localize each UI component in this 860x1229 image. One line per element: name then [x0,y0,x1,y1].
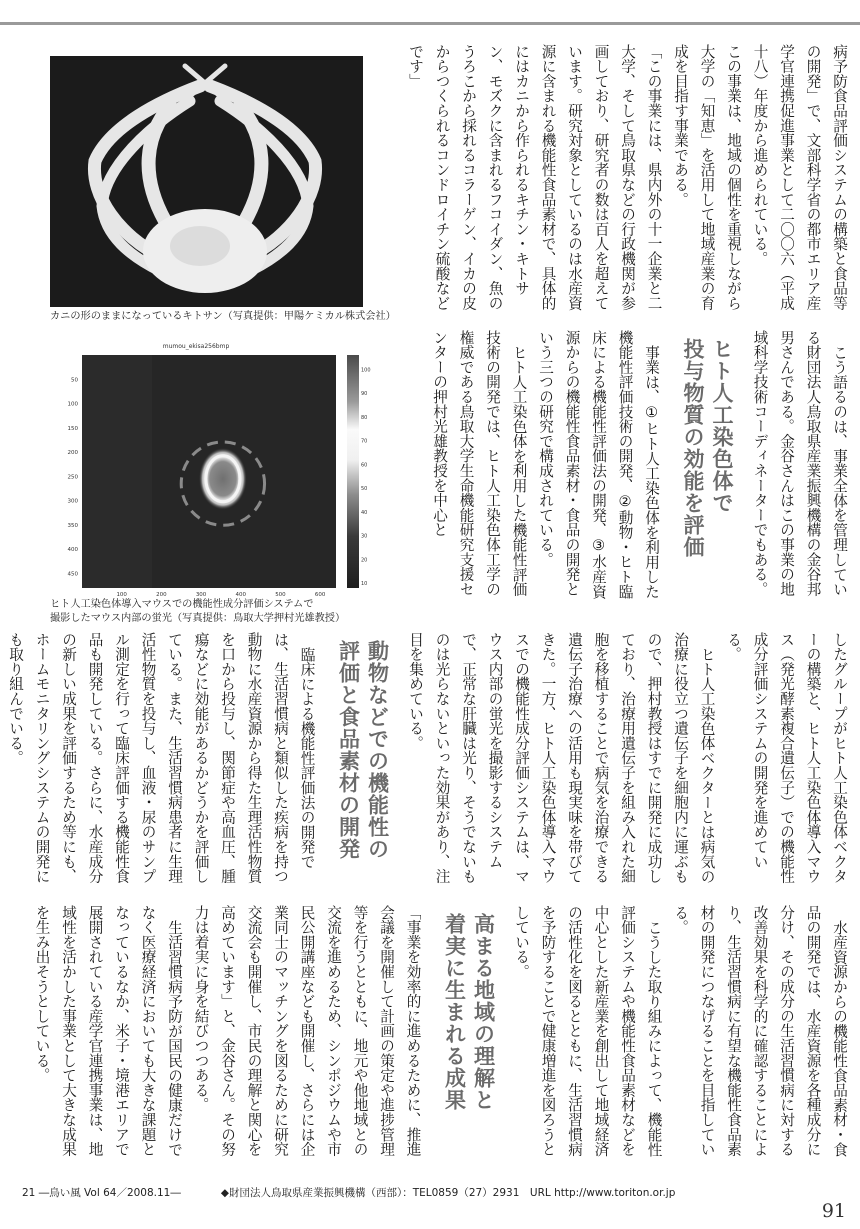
mouse-figure-caption [50,598,345,626]
y-tick-label: 200 [67,450,78,457]
paragraph: 「この事業には、県内外の十一企業と二大学、そして鳥取県などの行政機関が参画しており、研究者の数は百人を超えています。研究対象としているのは水産資源に含まれる機能性食品素材で、具体的にはカニから作られるキチン・キトサン、モズクに含まれるフコイダン、魚のうろこから採れるコラーゲン、イカの皮からつくられるコンドロイチン硫酸などです」 [407,44,663,311]
x-tick-label: 500 [275,592,286,598]
colorbar-tick-label: 80 [361,414,368,421]
article-band-2 [7,632,852,894]
paragraph: この事業は、地域の個性を重視しながら大学の「知恵」を活用して地域産業の育成を目指す事業である。 [672,44,742,311]
paragraph: ヒト人工染色体を利用した機能性評価技術の開発では、ヒト人工染色体工学の権威である鳥取大学生命機能研究支援センターの押村光雄教授を中心と [431,330,528,597]
crab-chitosan-photo [50,56,363,307]
section-heading-line: 高まる地域の理解と [471,913,496,1111]
colorbar-tick-label: 100 [361,367,371,374]
colorbar-tick-label: 90 [361,391,368,398]
x-tick-label: 400 [235,592,246,598]
heatmap-chart [44,336,371,598]
y-tick-label: 300 [67,498,78,505]
article-band-1b [382,330,852,605]
x-tick-label: 600 [314,592,326,598]
paragraph: ヒト人工染色体ベクターとは病気の治療に役立つ遺伝子を細胞内に運ぶもので、押村教授はすでに開発に成功しており、治療用遺伝子を組み入れた細胞を移植することで病気を治療できる遺伝子治療への活用も現実味を帯びてきた。一方、ヒト人工染色体導入マウスでの機能性成分評価システムは、マウス内部の蛍光を撮影するシステムで、正常な肝臓は光り、そうでないものは光らないといった効果があり、注目を集めている。 [407,632,716,884]
section-heading [440,905,498,1167]
paragraph: 病予防食品評価システムの構築と食品等の開発」で、文部科学省の都市エリア産学官連携促進事業として二〇〇六（平成十八）年度から進められている。 [751,44,848,311]
paragraph: こう語るのは、事業全体を管理している財団法人鳥取県産業振興機構の金谷邦男さんである。金谷さんはこの事業の地域科学技術コーディネーターでもある。 [751,330,848,597]
paragraph: 生活習慣病予防が国民の健康だけでなく医療経済においても大きな課題となっているなか、米子・境港エリアで展開されている産学官連携事業は、地域性を活かした事業として大きな成果を生み出そうとしている。 [33,905,183,1157]
colorbar [347,355,359,588]
footer-org-contact: ◆財団法人鳥取県産業振興機構（西部）：TEL0859（27）2931 URL http://www.toriton.or.jp [220,1187,676,1199]
colorbar-tick-label: 60 [361,462,368,469]
colorbar-tick-label: 20 [361,557,368,564]
mouse-body-shade [82,355,152,588]
y-tick-label: 100 [67,401,78,408]
y-tick-label: 450 [67,571,78,578]
colorbar-tick-label: 50 [361,486,368,493]
section-heading-line: 投与物質の効能を評価 [681,338,705,558]
section-heading [678,330,736,605]
x-tick-label: 200 [156,592,167,598]
y-tick-label: 250 [67,474,78,481]
colorbar-tick-label: 70 [361,438,368,445]
colorbar-tick-label: 40 [361,509,368,516]
crab-photo-caption: カニの形のままになっているキトサン（写真提供：甲陽ケミカル株式会社） [50,311,396,322]
x-tick-label: 100 [116,592,127,598]
article-band-1 [382,44,852,319]
paragraph: したグループがヒト人工染色体ベクターの構築と、ヒト人工染色体導入マウス（発光酵素複合遺伝子）での機能性成分評価システムの開発を進めている。 [725,632,848,884]
paragraph: 臨床による機能性評価法の開発では、生活習慣病と類似した疾病を持つ動物に水産資源から得た生理活性物質を口から投与し、関節症や高血圧、腫瘍などに効能があるかどうかを評価している。また、生活習慣病患者に生理活性物質を投与し、血液・尿のサンプル測定を行って臨床評価する機能性食品も開発している。さらに、水産成分の新しい成果を評価するため等にも、ホームモニタリングシステムの開発にも取り組んでいる。 [7,632,316,884]
mouse-fluorescence-figure [44,336,371,598]
section-heading-line: ヒト人工染色体で [710,338,734,514]
page-footer [22,1185,675,1200]
paragraph: 水産資源からの機能性食品素材・食品の開発では、水産資源を各種成分に分け、その成分の生活習慣病に対する改善効果を科学的に確認することにより、生活習慣病に有望な機能性食品素材の開発につなげることを目指している。 [672,905,848,1157]
page-number: 91 [821,1200,846,1222]
x-tick-label: 300 [195,592,207,598]
section-heading [334,632,392,894]
mouse-caption-line1: ヒト人工染色体導入マウスでの機能性成分評価システムで [50,599,314,610]
mouse-caption-line2: 撮影したマウス内部の蛍光（写真提供：鳥取大学押村光雄教授） [50,613,346,624]
y-tick-label: 50 [71,377,78,384]
y-tick-label: 150 [67,425,78,432]
paragraph: こうした取り組みによって、機能性評価システムや機能性食品素材などを中心とした新産業を創出して地域経済の活性化を図るとともに、生活習慣病を予防することで健康増進を図ろうとしている。 [513,905,663,1157]
chart-title: mumou_ekisa256bmp [162,343,230,350]
colorbar-tick-label: 10 [361,581,368,588]
footer-issue: 21 ―鳥い風 Vol 64／2008.11― [22,1187,181,1199]
paragraph: 「事業を効率的に進めるために、推進会議を開催して計画の策定や進捗管理等を行うとともに、地元や他地域との交流を進めるため、シンポジウムや市民公開講座なども開催し、さらには企業同士のマッチングを図るために研究交流会も開催し、市民の理解と関心を高めています」と、金谷さん。その努力は着実に身を結びつつある。 [192,905,422,1157]
colorbar-tick-label: 30 [361,533,368,540]
section-heading-line: 評価と食品素材の開発 [336,640,361,860]
paragraph: 事業は、①ヒト人工染色体を利用した機能性評価技術の開発、②動物・ヒト臨床による機能性評価法の開発、③水産資源からの機能性食品素材・食品の開発という三つの研究で構成されている。 [537,330,660,599]
top-rule [0,22,860,25]
section-heading-line: 動物などでの機能性の [365,640,390,860]
article-band-3 [22,905,852,1167]
section-heading-line: 着実に生まれる成果 [442,913,467,1111]
y-tick-label: 350 [67,522,78,529]
crab-icon [50,56,363,307]
y-tick-label: 400 [67,547,78,554]
